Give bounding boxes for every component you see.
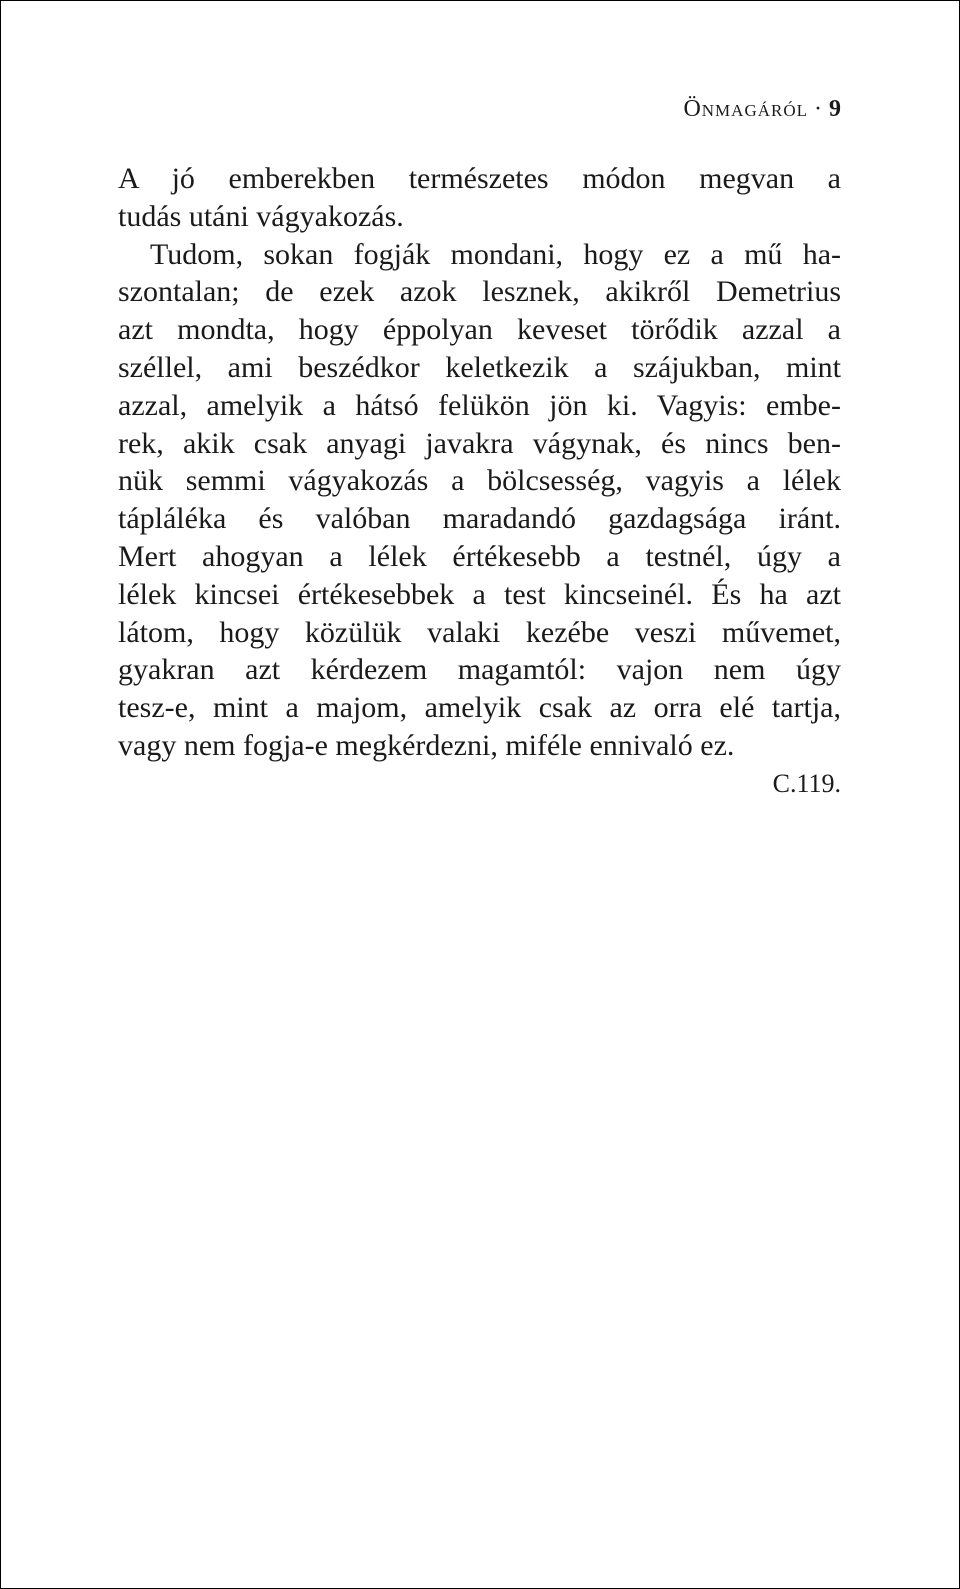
text-line: vagy nem fogja-e megkérdezni, miféle ennivaló ez. xyxy=(118,728,735,762)
text-line: azt mondta, hogy éppolyan keveset törődik azzal a xyxy=(118,313,841,347)
text-line: rek, akik csak anyagi javakra vágynak, és nincs ben- xyxy=(118,426,841,460)
text-line: látom, hogy közülük valaki kezébe veszi művemet, xyxy=(118,615,841,649)
text-line: azzal, amelyik a hátsó felükön jön ki. Vagyis: embe- xyxy=(118,388,841,422)
running-head-separator: · xyxy=(814,96,823,122)
body-text xyxy=(118,160,841,803)
text-line: tudás utáni vágyakozás. xyxy=(118,199,404,233)
text-line: Mert ahogyan a lélek értékesebb a testnél, úgy a xyxy=(118,539,841,573)
running-head-title: Önmagáról xyxy=(683,96,808,122)
running-head xyxy=(683,96,842,123)
text-line: gyakran azt kérdezem magamtól: vajon nem úgy xyxy=(118,653,841,687)
paragraph-2 xyxy=(118,236,841,765)
text-line: széllel, ami beszédkor keletkezik a szájukban, mint xyxy=(118,350,841,384)
text-line: tápláléka és valóban maradandó gazdagsága iránt. xyxy=(118,502,841,536)
text-line: szontalan; de ezek azok lesznek, akikről Demetrius xyxy=(118,275,841,309)
text-line: lélek kincsei értékesebbek a test kincseinél. És ha azt xyxy=(118,577,841,611)
paragraph-1 xyxy=(118,160,841,236)
text-line: Tudom, sokan fogják mondani, hogy ez a mű ha- xyxy=(150,237,841,271)
text-line: nük semmi vágyakozás a bölcsesség, vagyis a lélek xyxy=(118,464,841,498)
text-line: A jó emberekben természetes módon megvan a xyxy=(118,162,841,195)
page-number: 9 xyxy=(829,96,842,122)
source-reference: C.119. xyxy=(772,768,841,798)
text-line: tesz-e, mint a majom, amelyik csak az orra elé tartja, xyxy=(118,691,841,725)
